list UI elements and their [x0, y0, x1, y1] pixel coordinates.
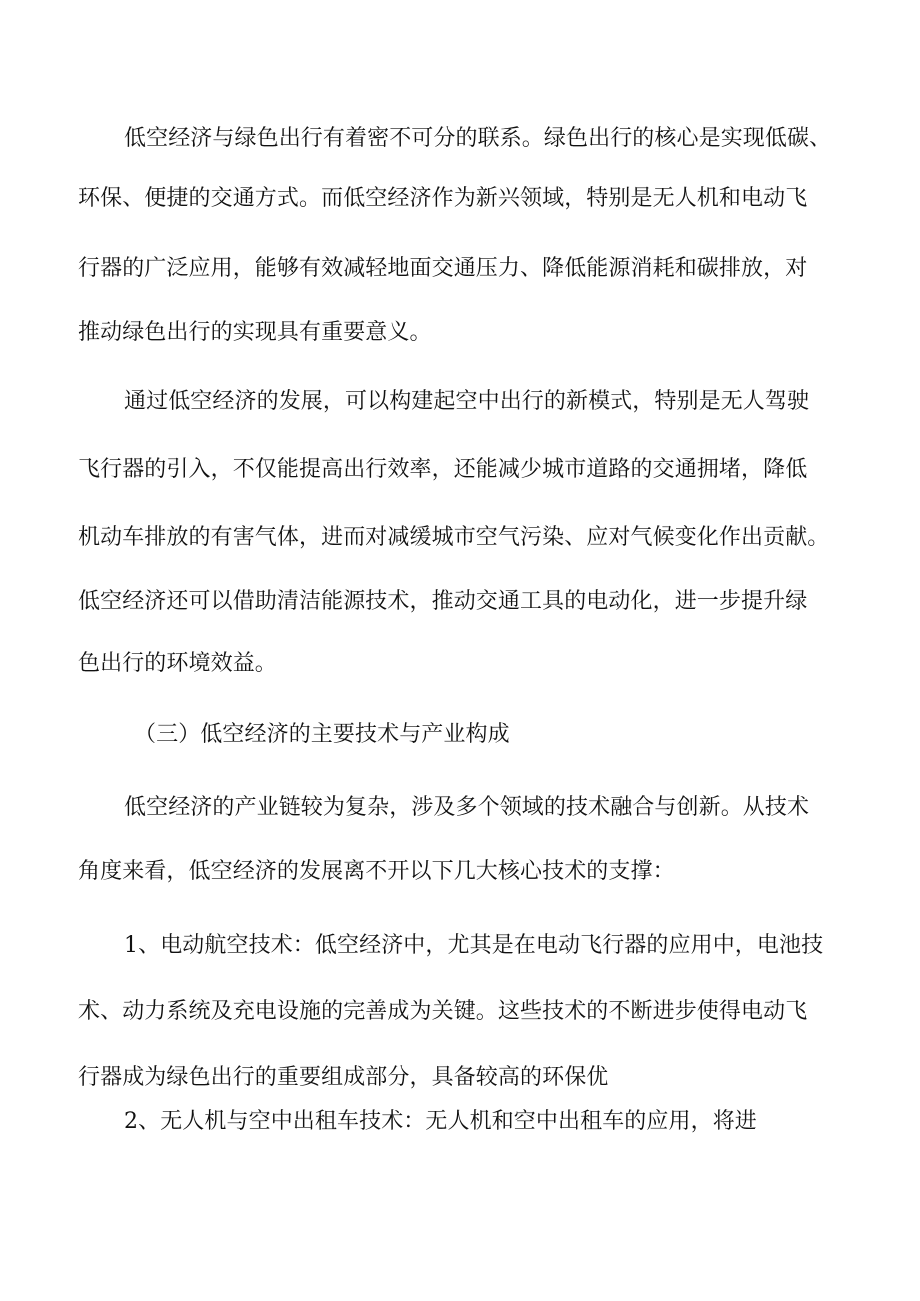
text-line: 低空经济还可以借助清洁能源技术，推动交通工具的电动化，进一步提升绿 — [78, 589, 808, 614]
text-line: 推动绿色出行的实现具有重要意义。 — [78, 320, 432, 345]
text-line: 行器的广泛应用，能够有效减轻地面交通压力、降低能源消耗和碳排放，对 — [78, 256, 808, 281]
text-line: 术、动力系统及充电设施的完善成为关键。这些技术的不断进步使得电动飞 — [78, 999, 808, 1024]
text-line: 行器成为绿色出行的重要组成部分，具备较高的环保优 — [78, 1065, 609, 1090]
text-line: 角度来看，低空经济的发展离不开以下几大核心技术的支撑： — [78, 859, 675, 884]
text-line: 机动车排放的有害气体，进而对减缓城市空气污染、应对气候变化作出贡献。 — [78, 525, 830, 550]
section-heading: （三）低空经济的主要技术与产业构成 — [134, 722, 510, 747]
text-line: 色出行的环境效益。 — [78, 651, 277, 676]
text-line: 低空经济的产业链较为复杂，涉及多个领域的技术融合与创新。从技术 — [124, 795, 810, 820]
text-line: 低空经济与绿色出行有着密不可分的联系。绿色出行的核心是实现低碳、 — [124, 126, 832, 151]
text-line: 2、无人机与空中出租车技术：无人机和空中出租车的应用，将进 — [124, 1109, 757, 1134]
text-line: 通过低空经济的发展，可以构建起空中出行的新模式，特别是无人驾驶 — [124, 389, 810, 414]
text-line: 环保、便捷的交通方式。而低空经济作为新兴领域，特别是无人机和电动飞 — [78, 186, 808, 211]
text-line: 飞行器的引入，不仅能提高出行效率，还能减少城市道路的交通拥堵，降低 — [78, 457, 808, 482]
text-line: 1、电动航空技术：低空经济中，尤其是在电动飞行器的应用中，电池技 — [124, 933, 824, 958]
